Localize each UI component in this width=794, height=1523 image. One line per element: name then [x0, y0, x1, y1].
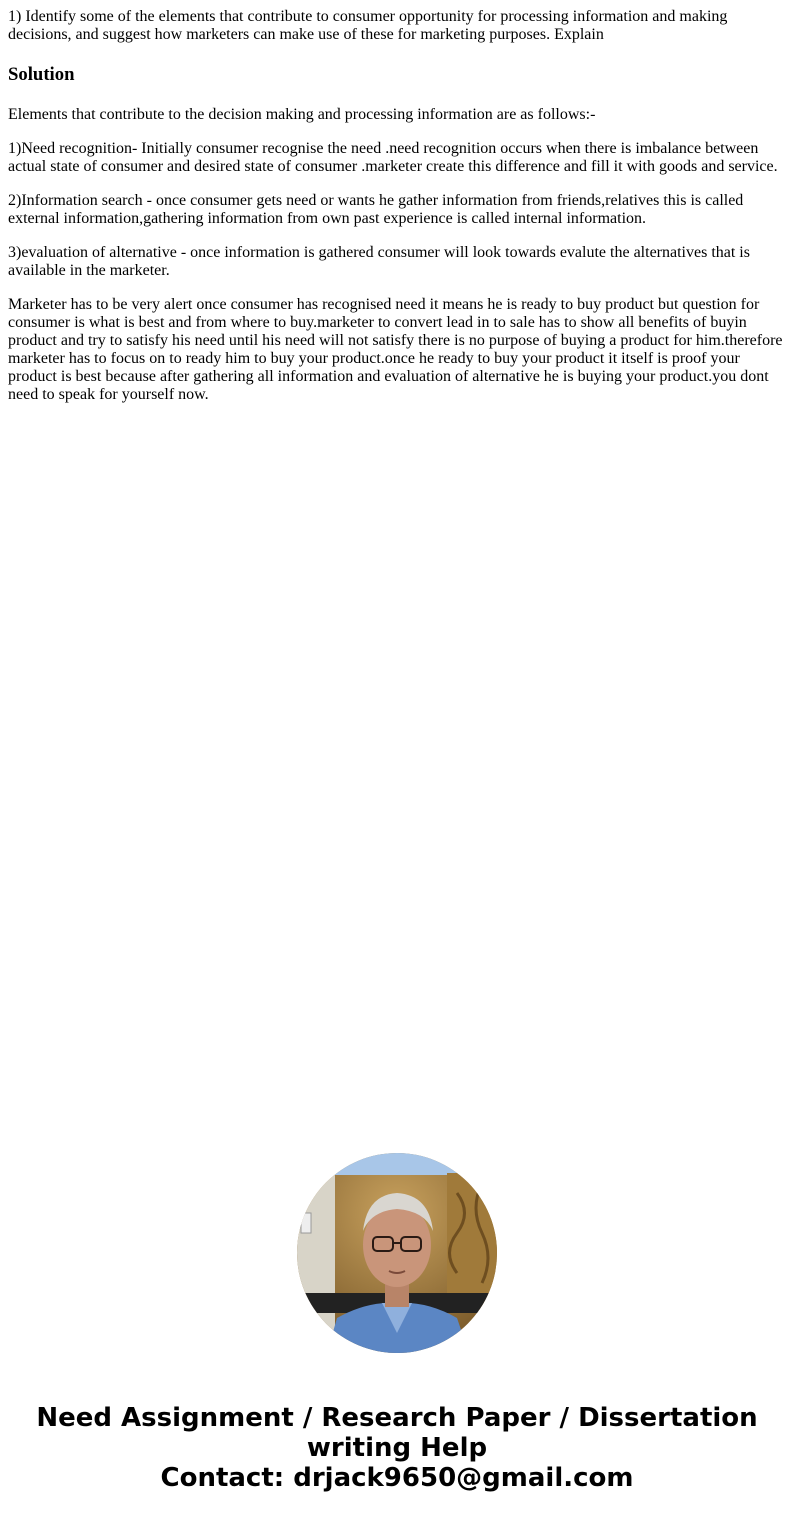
evaluation-paragraph: 3)evaluation of alternative - once information is gathered consumer will look towards evalute the alternatives that is available in the marketer.: [8, 244, 750, 279]
information-search-paragraph: 2)Information search - once consumer gets need or wants he gather information from friends,relatives this is called external information,gathering information from own past experience is called internal information.: [8, 192, 744, 227]
promo-banner: [0, 1403, 794, 1493]
promo-contact: Contact: drjack9650@gmail.com: [160, 1463, 634, 1493]
solution-heading: Solution: [8, 64, 75, 85]
article: [8, 8, 786, 420]
intro-paragraph: Elements that contribute to the decision making and processing information are as follows:-: [8, 106, 596, 123]
question-text: 1) Identify some of the elements that contribute to consumer opportunity for processing information and making decisions, and suggest how marketers can make use of these for marketing purposes. Explain: [8, 8, 728, 43]
promo-line-2: writing Help: [306, 1433, 488, 1463]
need-recognition-paragraph: 1)Need recognition- Initially consumer recognise the need .need recognition occurs when there is imbalance between actual state of consumer and desired state of consumer .marketer create this difference and fill it with goods and service.: [8, 140, 778, 175]
marketer-paragraph: Marketer has to be very alert once consumer has recognised need it means he is ready to buy product but question for consumer is what is best and from where to buy.marketer to convert lead in to sale has to show all benefits of buyin product and try to satisfy his need until his need will not satisfy there is no purpose of buying a product for him.therefore marketer has to focus on to ready him to buy your product.once he ready to buy your product it itself is proof your product is best because after gathering all information and evaluation of alternative he is buying your product.you dont need to speak for yourself now.: [8, 296, 783, 403]
author-photo: [297, 1153, 497, 1353]
promo-line-1: Need Assignment / Research Paper / Dissertation: [36, 1403, 758, 1433]
author-avatar: [297, 1153, 497, 1353]
